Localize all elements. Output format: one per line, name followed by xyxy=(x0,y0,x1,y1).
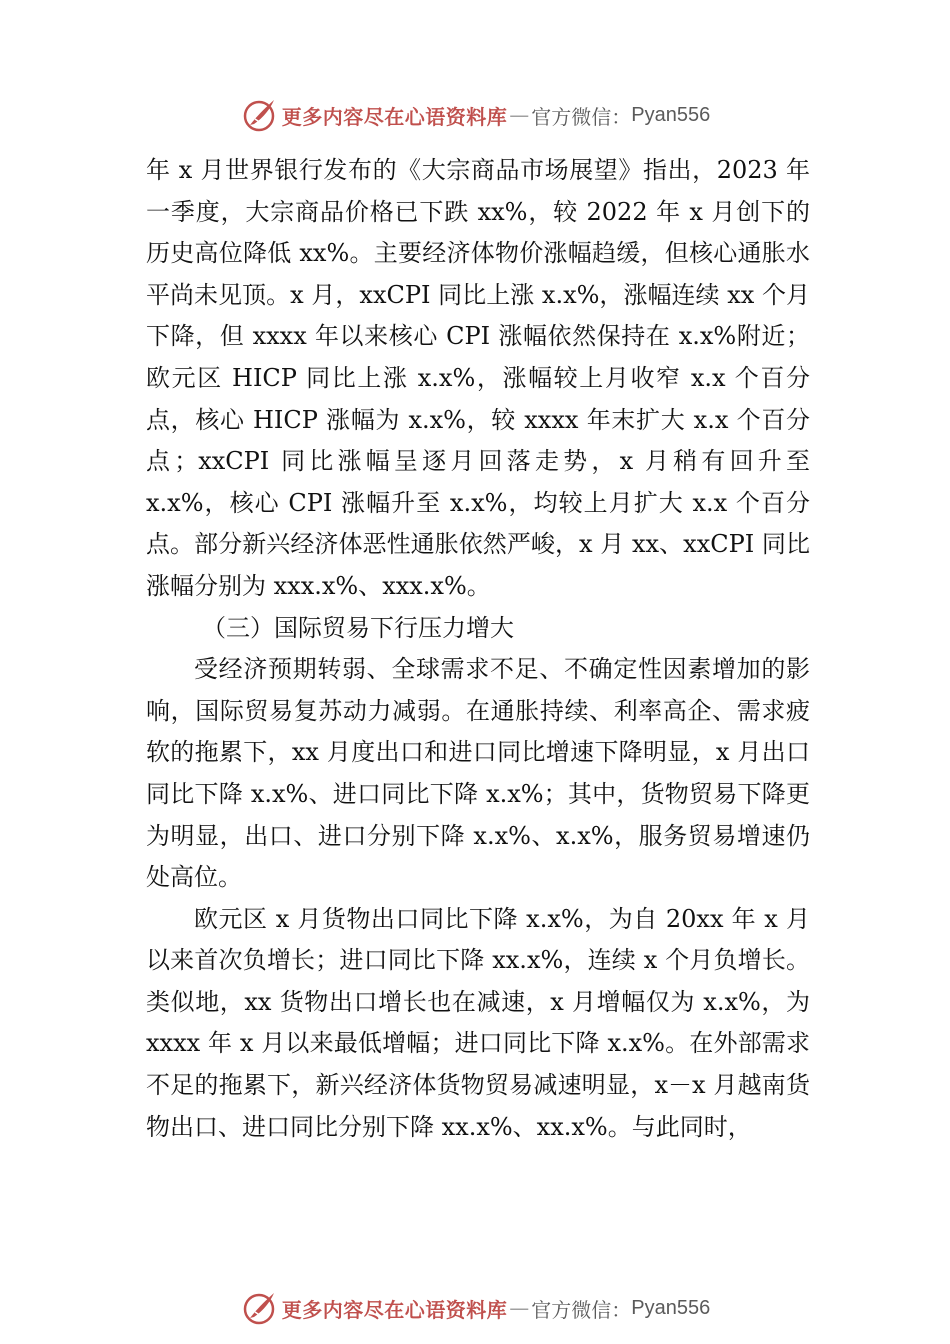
section-heading-trade: （三）国际贸易下行压力增大 xyxy=(202,613,514,642)
banner-separator: — xyxy=(509,103,530,127)
banner-site-name: 更多内容尽在心语资料库 xyxy=(281,1297,508,1322)
header-banner xyxy=(0,95,950,135)
paragraph-eurozone-trade: 欧元区 x 月货物出口同比下降 x.x%，为自 20xx 年 x 月以来首次负增长；进口同比下降 xx.x%，连续 x 个月负增长。类似地，xx 货物出口增长也在减速，x 月增幅仅为 x.x%，为 xxxx 年 x 月以来最低增幅；进口同比下降 x.x%。在外部需求不足的拖累下，新兴经济体货物贸易减速明显，x－x 月越南货物出口、进口同比分别下降 xx.x%、xx.x%。与此同时， xyxy=(146,904,810,1141)
paragraph-trade-momentum: 受经济预期转弱、全球需求不足、不确定性因素增加的影响，国际贸易复苏动力减弱。在通胀持续、利率高企、需求疲软的拖累下，xx 月度出口和进口同比增速下降明显，x 月出口同比下降 x.x%、进口同比下降 x.x%；其中，货物贸易下降更为明显，出口、进口分别下降 x.x%、x.x%，服务贸易增速仍处高位。 xyxy=(146,655,810,892)
banner-wechat-id: Pyan556 xyxy=(631,103,711,126)
footer-banner xyxy=(0,1288,950,1328)
document-body xyxy=(146,150,810,1148)
quill-seal-icon xyxy=(240,97,278,133)
paragraph-inflation: 年 x 月世界银行发布的《大宗商品市场展望》指出，2023 年一季度，大宗商品价格已下跌 xx%，较 2022 年 x 月创下的历史高位降低 xx%。主要经济体物价涨幅趋缓，但核心通胀水平尚未见顶。x 月，xxCPI 同比上涨 x.x%，涨幅连续 xx 个月下降，但 xxxx 年以来核心 CPI 涨幅依然保持在 x.x%附近；欧元区 HICP 同比上涨 x.x%，涨幅较上月收窄 x.x 个百分点，核心 HICP 涨幅为 x.x%，较 xxxx 年末扩大 x.x 个百分点；xxCPI 同比涨幅呈逐月回落走势，x 月稍有回升至 x.x%，核心 CPI 涨幅升至 x.x%，均较上月扩大 x.x 个百分点。部分新兴经济体恶性通胀依然严峻，x 月 xx、xxCPI 同比涨幅分别为 xxx.x%、xxx.x%。 xyxy=(146,156,810,600)
banner-wechat-label: 官方微信： xyxy=(531,104,632,129)
banner-wechat-id: Pyan556 xyxy=(631,1296,711,1319)
banner-wechat-label: 官方微信： xyxy=(531,1297,632,1322)
banner-site-name: 更多内容尽在心语资料库 xyxy=(281,104,508,129)
quill-seal-icon xyxy=(240,1290,278,1326)
banner-separator: — xyxy=(509,1296,530,1320)
